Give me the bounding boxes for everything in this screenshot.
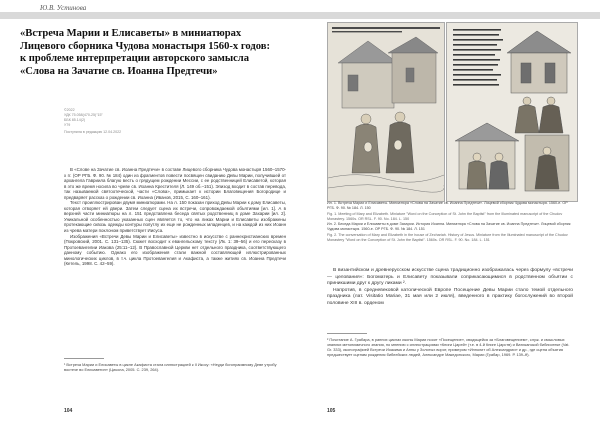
caption-ru-1: Ил. 1. Встреча Марии и Елисаветы. Миниатюра «Слова на Зачатие св. Иоанна Предтечи». Лицевой сборник Чудова монастыря. 1560-е. ОР РГБ. Ф. 90. № 184. Л. 150 xyxy=(327,201,568,210)
miniature-figure-1 xyxy=(327,22,445,202)
running-header-bar xyxy=(300,12,600,19)
caption-en-2: Fig. 2. The conversation of Mary and Elizabeth in the house of Zechariah. History of Jesus. Miniature from the Illuminated manuscript of the Chudov Monastery "Word on the Conception of St. John the Baptist". 1560s. OR RSL. F. 90. No. 184. L. 151 xyxy=(327,232,568,242)
article-title: «Встреча Марии и Елисаветы» в миниатюрах Лицевого сборника Чудова монастыря 1560-х годов: к проблеме интерпретации авторского замысла «Слова на Зачатие св. Иоанна Предтечи» xyxy=(20,28,271,77)
page-number: 105 xyxy=(327,408,336,414)
meta-line: У79 xyxy=(64,123,71,127)
paragraph: Текст проиллюстрирован двумя миниатюрами. На л. 150 показан приход Девы Марии к дому Елисаветы, которая отворяет ей двери. Затем следует сцена их встречи, сопровождаемой объятиями [ил. 1]. А в верхней части миниатюры на л. 151 представлена беседа святых родственниц в доме Захарии [ил. 2]. Уникальной особенностью указанных сцен является то, что на ликах Марии и Елисаветы изображены протекающие сквозь одежды контуры полутлу их еще не рожденных младенцев, и на каждой из них Иоанн из чрева матери поклоном приветствует Иисуса. xyxy=(64,200,286,234)
meta-line: Поступила в редакцию 12.04.2022 xyxy=(64,130,122,134)
miniature-figure-2 xyxy=(446,22,578,202)
caption-ru-2: Ил. 2. Беседа Марии и Елисаветы в доме Захарии. История Иоанна. Миниатюра «Слова на Зачатие св. Иоанна Предтечи». Лицевой сборник Чудова монастыря. 1560-е. ОР РГБ. Ф. 90. № 184. Л. 151 xyxy=(327,222,571,232)
footnote: ¹ Встреча Марии и Елисаветы в цикле Акафиста стала иллюстрацией к II Икосу: «Неуди богопраимному Деве утробу востече во Елисаветин» (Цикола, 2005. С. 239, 264). xyxy=(64,362,277,372)
figure-captions xyxy=(327,201,573,243)
article-meta xyxy=(64,108,264,135)
paragraph: Напротив, в средневековой католической Европе Посещение Девы Марии стало темой отдельного праздника (лат. Visitatio Mariae, 31 мая или 2 июля), введенного в практику богослужений во второй половине XIII в. орденом xyxy=(327,287,573,306)
meta-line: ББК 85.14(2) xyxy=(64,118,86,122)
page-number: 104 xyxy=(64,408,73,414)
footnote: ² Почитание А. Грабара, в ранних циклах иконы Марии носит «Посещение», сводящейся за «Благовещением», служ. и смысловых знаниях метонимичного знания, по мнению с иллюстрациями «Книги Царей» (т.е. в 4-й Книге Царств) и Ватиканской библиотеке (Vat. Gr. 333), иконографией Встречи Иоакима и Анны у Золотых ворот, примером «Ипполит об Александрии» и др., где сцена объятия предшествует сценам рождения библейских людей, Александре Македонского, Марии (Грабар, 1969. Р. 139–ff). xyxy=(327,337,570,357)
paragraph: В византийском и древнерусском искусстве сцена традиционно изображалась через формулу «встречи — целования»: Богоматерь и Елисавету показывали соприкасающимися в родственном объятии с приникшими друг к другу ликами ². xyxy=(327,268,573,287)
footnote-rule xyxy=(64,358,104,359)
running-header-bar xyxy=(0,12,300,19)
left-body-text xyxy=(64,167,286,267)
running-header-author: Ю.В. Устинова xyxy=(36,4,90,12)
caption-en-1: Fig. 1. Meeting of Mary and Elizabeth. Miniature "Word on the Conception of St. John the Baptist" from the Illuminated manuscript of the Chudov Monastery. 1560s. OR RSL. F. 90. No. 184. L. 150 xyxy=(327,211,563,221)
right-page xyxy=(300,0,600,427)
meta-line: ©2022 xyxy=(64,108,75,112)
footnote-rule xyxy=(327,333,367,334)
meta-line: УДК 75.058(470-25)"15" xyxy=(64,113,103,117)
right-body-text xyxy=(327,268,573,308)
paragraph: Изображения «Встречи Девы Марии и Елисаветы» известно в искусстве с раннехристианских времен (Покровский, 2001. С. 131–135). Сюжет восходит к евангельскому тексту (Лк. 1: 39–56) и его пересказу в Протоевангелии Иакова (25:11–12). В Православной Церкви нет отдельного праздника, соответствующего данному событию. Однако его изображения стали важной составляющей иллюстрированных минологических циклов, в т.ч. цикла Протоевангелия и Акафиста, а также житиях св. Иоанна Предтечи (Кетель, 1998. С. 42–59). xyxy=(64,233,286,267)
paragraph: В «Слове на Зачатие св. Иоанна Предтечи» в составе Лицевого сборника Чудова монастыря 1560–1570-х гг. (ОР РГБ. Ф. 90. № 184) один из фрагментов повести посвящен свиданию Девы Марии, получившей от архангела Гавриила благую весть о грядущем рождении Мессии, с ее родственницей Елисаветой, которая в это же время носила во чреве св. Иоанна Крестителя (Л. 149 об.–151). Эпизод входит в состав перевода, так называемой святоотеческой, части «Слова», примыкает к истории Благовещения Богородице и предваряет рассказ о рождении св. Иоанна (Иванов, 2015, С. 160–161). xyxy=(64,167,286,200)
